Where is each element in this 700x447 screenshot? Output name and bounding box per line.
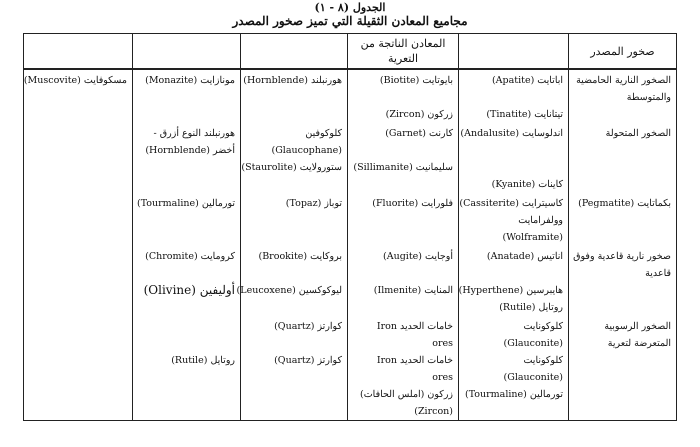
cell-text-line: [136, 318, 235, 335]
cell-text-line: ليوكوكسين (Leucoxene): [236, 285, 342, 296]
table-body: [24, 69, 677, 421]
mineral-cell-3: [241, 69, 348, 123]
cell-text-line: أخضر (Hornblende): [145, 145, 235, 156]
cell-text-line: مونازايت (Monazite): [145, 75, 235, 86]
mineral-cell-3: [241, 193, 348, 246]
header-row: [24, 34, 677, 70]
cell-text-line: [244, 335, 342, 352]
mineral-cell-2: [348, 69, 459, 123]
cell-text-line: كاينات (Kyanite): [491, 179, 563, 190]
cell-text-line: كوارتز (Quartz): [274, 355, 342, 366]
cell-text-line: كلوكونايت: [523, 355, 563, 366]
cell-text-line: وولفرامايت: [518, 215, 563, 226]
mineral-cell-4: [133, 193, 241, 246]
cell-text-line: تورمالين (Tourmaline): [136, 198, 235, 209]
mineral-cell-5: [24, 69, 133, 123]
cell-text-line: [136, 335, 235, 352]
source-rock-cell: [569, 123, 677, 193]
cell-text-line: [351, 265, 453, 282]
source-rock-cell: [569, 193, 677, 246]
cell-text-line: كرومايت (Chromite): [145, 251, 235, 262]
cell-text-line: هايبرسين (Hyperthene): [458, 285, 563, 296]
cell-text-line: [462, 159, 563, 176]
cell-text-line: كلوكونايت: [523, 321, 563, 332]
cell-text-line: ores: [432, 338, 453, 349]
mineral-cell-3: [241, 316, 348, 421]
header-col-5: [24, 34, 133, 70]
cell-text-line: [136, 265, 235, 282]
cell-text-line: [462, 265, 563, 282]
cell-text-line: الصخور المتحولة: [605, 128, 671, 139]
cell-text-line: الصخور النارية الحامضية: [576, 75, 671, 86]
cell-text-line: مسكوفايت (Muscovite): [23, 75, 127, 86]
cell-text-line: كاسيترايت (Cassiterite): [459, 198, 563, 209]
cell-text-line: اندلوسايت (Andalusite): [460, 128, 563, 139]
mineral-cell-1: [459, 123, 569, 193]
cell-text-line: بكماتايت (Pegmatite): [578, 198, 671, 209]
mineral-cell-5: [24, 246, 133, 316]
cell-text-line: خامات الحديد Iron: [376, 321, 453, 332]
cell-text-line: اباتايت (Apatite): [491, 75, 563, 86]
header-weathering-minerals: المعادن الناتجة من التعرية: [348, 34, 459, 70]
cell-text-line: [462, 89, 563, 106]
mineral-cell-1: [459, 69, 569, 123]
cell-text-line: هورنبلند النوع أزرق -: [153, 128, 235, 139]
cell-text-line: بروكايت (Brookite): [258, 251, 342, 262]
cell-text-line: روتايل (Rutile): [499, 302, 563, 313]
cell-text-line: [462, 142, 563, 159]
table-row: [24, 316, 677, 421]
source-rock-cell: [569, 246, 677, 316]
cell-text-line: هورنبلند (Hornblende): [243, 75, 342, 86]
mineral-cell-2: [348, 123, 459, 193]
cell-text-line: (Glaucophane): [271, 145, 342, 156]
cell-text-line: كلوكوفين: [305, 128, 342, 139]
cell-text-line: ores: [432, 372, 453, 383]
mineral-cell-5: [24, 123, 133, 193]
cell-text-line: (Glauconite): [503, 338, 563, 349]
header-col-3: [241, 34, 348, 70]
mineral-cell-5: [24, 193, 133, 246]
cell-text-line: صخور نارية قاعدية وفوق: [573, 251, 671, 262]
cell-text-line: [244, 265, 342, 282]
cell-text-line: (Wolframite): [502, 232, 563, 243]
cell-text-line: والمتوسطة: [626, 92, 671, 103]
mineral-cell-1: [459, 316, 569, 421]
cell-text-line: اناتيس (Anatade): [486, 251, 563, 262]
mineral-cell-4: [133, 123, 241, 193]
cell-text-line: ستورولايت (Staurolite): [241, 162, 342, 173]
cell-text-line: روتايل (Rutile): [171, 355, 235, 366]
header-col-4: [133, 34, 241, 70]
cell-text-line: (Zircon): [414, 406, 453, 417]
header-col-1: [459, 34, 569, 70]
table-row: [24, 123, 677, 193]
cell-text-line: الصخور الرسوبية: [604, 321, 671, 332]
table-row: [24, 69, 677, 123]
mineral-cell-1: [459, 193, 569, 246]
table-row: [24, 193, 677, 246]
mineral-cell-3: [241, 123, 348, 193]
mineral-cell-4: [133, 246, 241, 316]
mineral-cell-5: [24, 316, 133, 421]
table-caption: الجدول (٨ - ١): [314, 1, 386, 14]
mineral-cell-4: [133, 69, 241, 123]
source-rock-cell: [569, 316, 677, 421]
mineral-cell-2: [348, 316, 459, 421]
cell-text-line: خامات الحديد Iron: [376, 355, 453, 366]
cell-text-line: سليمانيت (Sillimanite): [353, 162, 453, 173]
cell-text-line: قاعدية: [645, 268, 671, 279]
cell-text-line: توباز (Topaz): [285, 198, 342, 209]
cell-text-line: تورمالين (Tourmaline): [464, 389, 563, 400]
mineral-cell-4: [133, 316, 241, 421]
cell-text-line: أوليفين (Olivine): [143, 283, 235, 297]
cell-text-line: أوجايت (Augite): [383, 251, 453, 262]
mineral-cell-3: [236, 246, 348, 316]
cell-text-line: المتعرضة لتعرية: [607, 338, 671, 349]
cell-text-line: [351, 89, 453, 106]
heavy-minerals-table: [23, 33, 677, 421]
table-row: [24, 246, 677, 316]
cell-text-line: كوارتز (Quartz): [274, 321, 342, 332]
header-source-rocks: صخور المصدر: [569, 34, 677, 70]
cell-text-line: بايوتايت (Biotite): [379, 75, 453, 86]
cell-text-line: فلورايت (Fluorite): [372, 198, 453, 209]
cell-text-line: تيتانايت (Tinatite): [486, 109, 563, 120]
table-title: مجاميع المعادن الثقيلة التي تميز صخور المصدر: [232, 14, 468, 28]
cell-text-line: زركون (Zircon): [385, 109, 453, 120]
mineral-cell-2: [348, 246, 459, 316]
cell-text-line: زركون (املس الحافات): [360, 389, 453, 400]
mineral-cell-1: [459, 246, 569, 316]
source-rock-cell: [569, 69, 677, 123]
cell-text-line: (Glauconite): [503, 372, 563, 383]
cell-text-line: كارنت (Garnet): [385, 128, 453, 139]
mineral-cell-2: [348, 193, 459, 246]
cell-text-line: [351, 142, 453, 159]
cell-text-line: المنايت (Ilmenite): [373, 285, 453, 296]
